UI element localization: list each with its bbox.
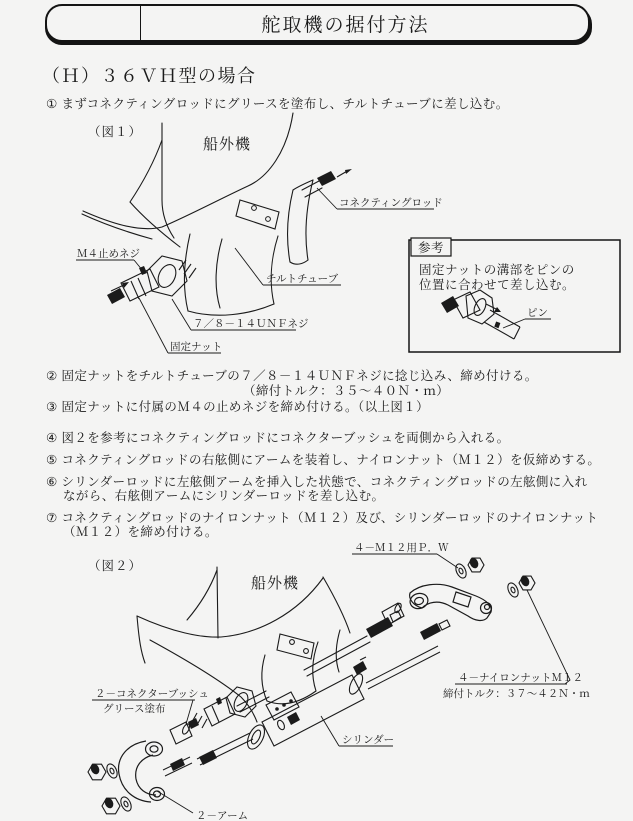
fig1-tilt-tube-label: チルトチューブ (266, 273, 339, 285)
fig2-starboard-arm (408, 584, 491, 620)
fig2-connector-bush-label: ２－コネクターブッシュ (95, 688, 209, 700)
fig2-arms-label: ２－アーム (196, 810, 249, 821)
fig2-nylon-nuts-label: ４－ナイロンナットＭ１２ (458, 672, 584, 684)
step-6-line1: ⑥ シリンダーロッドに左舷側アームを挿入した状態で、コネクティングロッドの左舷側に入れ (46, 475, 588, 489)
fig1-connecting-rod-label: コネクティングロッド (339, 197, 443, 209)
step-6-line2: ながら、右舷側アームにシリンダーロッドを差し込む。 (63, 489, 385, 503)
fig1-m4-set-screw-label: Ｍ４止めネジ (77, 248, 140, 260)
step-1: ① まずコネクティングロッドにグリースを塗布し、チルトチューブに差し込む。 (46, 97, 509, 111)
fig2-washers-label: ４－Ｍ１２用Ｐ．Ｗ (354, 542, 449, 554)
section-heading: （Ｈ）３６ＶＨ型の場合 (42, 66, 257, 86)
step-7-line1: ⑦ コネクティングロッドのナイロンナット（Ｍ１２）及び、シリンダーロッドのナイロンナット (46, 511, 599, 525)
figure2-drawing (88, 542, 590, 821)
fig2-port-arm-nuts-washers (88, 762, 133, 813)
reference-box-title: 参考 (417, 241, 445, 255)
fig2-connecting-rod-end (366, 602, 404, 638)
fig2-cylinder-label: シリンダー (342, 734, 395, 746)
fig2-grease-label: グリース塗布 (103, 703, 166, 715)
fig1-outboard-label: 船外機 (203, 136, 252, 153)
fig1-fixing-nut-label: 固定ナット (170, 341, 223, 353)
figure1-caption: （図１） (88, 125, 143, 139)
figure1-drawing (76, 113, 620, 353)
step-2: ② 固定ナットをチルトチューブの７／８－１４ＵＮＦネジに捻じ込み、締め付ける。 (46, 369, 538, 383)
fig2-outboard-label: 船外機 (251, 575, 300, 592)
reference-pin-label: ピン (527, 307, 548, 319)
step-2-torque-note: （締付トルク：３５～４０Ｎ・ｍ） (243, 384, 450, 398)
fig1-fixing-nut-assembly (107, 256, 196, 304)
fig1-rod-threaded-tip (317, 171, 336, 186)
step-5: ⑤ コネクティングロッドの右舷側にアームを装着し、ナイロンナット（Ｍ１２）を仮締めする。 (46, 453, 601, 467)
fig1-rod-arrow (337, 169, 352, 177)
fig1-unf-thread-label: ７／８－１４ＵＮＦネジ (193, 318, 309, 330)
figure2-caption: （図２） (88, 559, 143, 573)
fig2-port-arm (119, 741, 192, 802)
reference-box-line1: 固定ナットの溝部をピンの (419, 263, 575, 277)
fig2-connector-bush-left (170, 722, 192, 744)
step-4: ④ 図２を参考にコネクティングロッドにコネクターブッシュを両側から入れる。 (46, 431, 510, 445)
reference-box-line2: 位置に合わせて差し込む。 (419, 278, 576, 292)
step-7-line2: （Ｍ１２）を締め付ける。 (63, 525, 218, 539)
fig1-bracket-holes (252, 171, 336, 221)
reference-box (409, 238, 620, 352)
fig2-torque-label: 締付トルク：３７～４２Ｎ・ｍ (443, 688, 590, 700)
page-title: 舵取機の据付方法 (261, 14, 430, 36)
step-3: ③ 固定ナットに付属のＭ４の止めネジを締め付ける。（以上図１） (46, 400, 430, 414)
